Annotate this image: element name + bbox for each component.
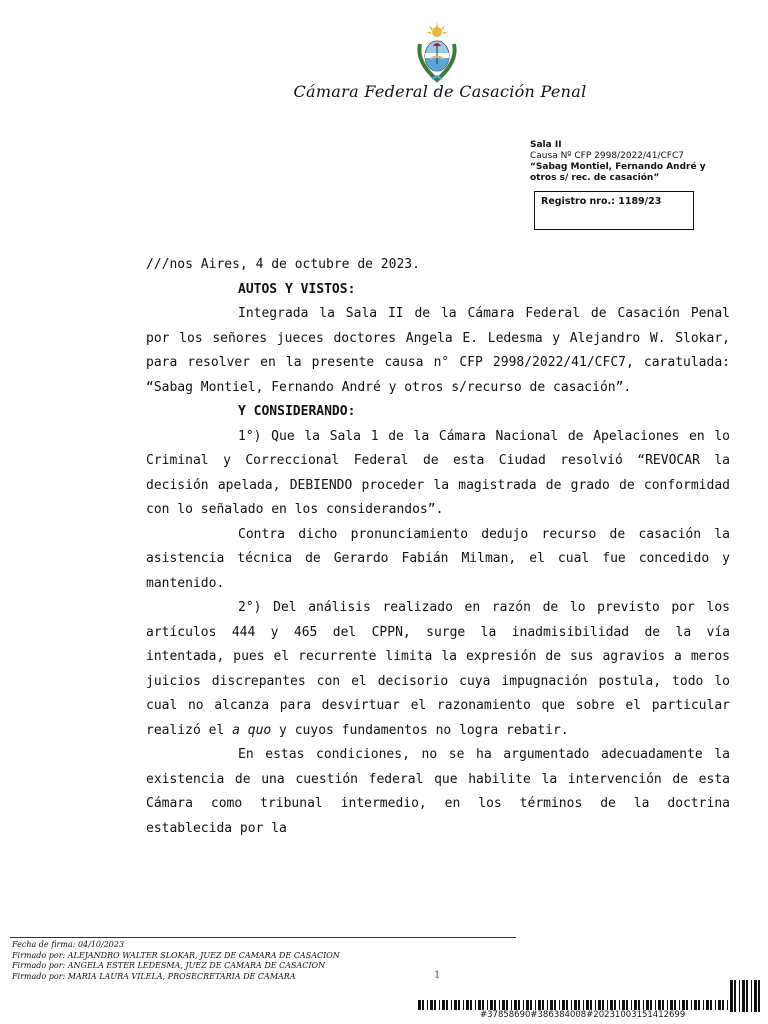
footer-divider xyxy=(10,937,516,938)
date-line: ///nos Aires, 4 de octubre de 2023. xyxy=(146,257,420,272)
page-number: 1 xyxy=(434,970,441,981)
heading-considerando: Y CONSIDERANDO: xyxy=(238,404,356,419)
barcode-strip-icon xyxy=(418,1000,730,1010)
signature-footer xyxy=(12,940,532,982)
case-caption: “Sabag Montiel, Fernando André y otros s/ rec. de casación” xyxy=(530,162,706,183)
case-info xyxy=(530,140,730,184)
barcode-text: #37858690#386384008#20231003151412699 xyxy=(480,1010,686,1020)
heading-autos-y-vistos: AUTOS Y VISTOS: xyxy=(238,281,356,297)
paragraph-4-a-quo: a quo xyxy=(232,722,272,738)
paragraph-2: 1°) Que la Sala 1 de la Cámara Nacional de Apelaciones en lo Criminal y Correccional Federal de esta Ciudad resolvió “REVOCAR la decisión apelada, DEBIENDO proceder la magistrada de grado de conformidad con lo señalado en los considerandos”. xyxy=(146,428,730,517)
paragraph-4-text-b: y cuyos fundamentos no logra rebatir. xyxy=(271,722,569,738)
signature-date: Fecha de firma: 04/10/2023 xyxy=(12,940,125,949)
paragraph-4 xyxy=(146,596,730,743)
paragraph-3: Contra dicho pronunciamiento dedujo recurso de casación la asistencia técnica de Gerardo Fabián Milman, el cual fue concedido y mantenido. xyxy=(146,526,730,591)
coat-of-arms-icon xyxy=(412,22,462,84)
paragraph-4-text-a: 2°) Del análisis realizado en razón de lo previsto por los artículos 444 y 465 del CPPN, surge la inadmisibilidad de la vía intentada, pues el recurrente limita la expresión de sus agravios a meros juicios discrepantes con el decisorio cuya impugnación postula, todo lo cual no alcanza para desvirtuar el razonamiento que sobre el particular realizó el xyxy=(146,600,730,738)
document-body xyxy=(146,253,730,841)
sala-label: Sala II xyxy=(530,140,562,150)
barcode-icon xyxy=(730,980,762,1012)
signature-line-2: Firmado por: ANGELA ESTER LEDESMA, JUEZ DE CAMARA DE CASACION xyxy=(12,961,326,970)
registro-box xyxy=(534,191,694,230)
paragraph-5: En estas condiciones, no se ha argumentado adecuadamente la existencia de una cuestión federal que habilite la intervención de esta Cámara como tribunal intermedio, en los términos de la doctrina establecida por la xyxy=(146,747,730,836)
causa-number: Causa Nº CFP 2998/2022/41/CFC7 xyxy=(530,151,684,161)
registro-number: Registro nro.: 1189/23 xyxy=(541,196,662,207)
court-title: Cámara Federal de Casación Penal xyxy=(293,82,587,101)
paragraph-1: Integrada la Sala II de la Cámara Federal de Casación Penal por los señores jueces doctores Angela E. Ledesma y Alejandro W. Slokar, para resolver en la presente causa n° CFP 2998/2022/41/CFC7, caratulada: “Sabag Montiel, Fernando André y otros s/recurso de casación”. xyxy=(146,306,730,395)
signature-line-1: Firmado por: ALEJANDRO WALTER SLOKAR, JUEZ DE CAMARA DE CASACION xyxy=(12,950,340,960)
signature-line-3: Firmado por: MARIA LAURA VILELA, PROSECRETARIA DE CAMARA xyxy=(12,971,296,981)
